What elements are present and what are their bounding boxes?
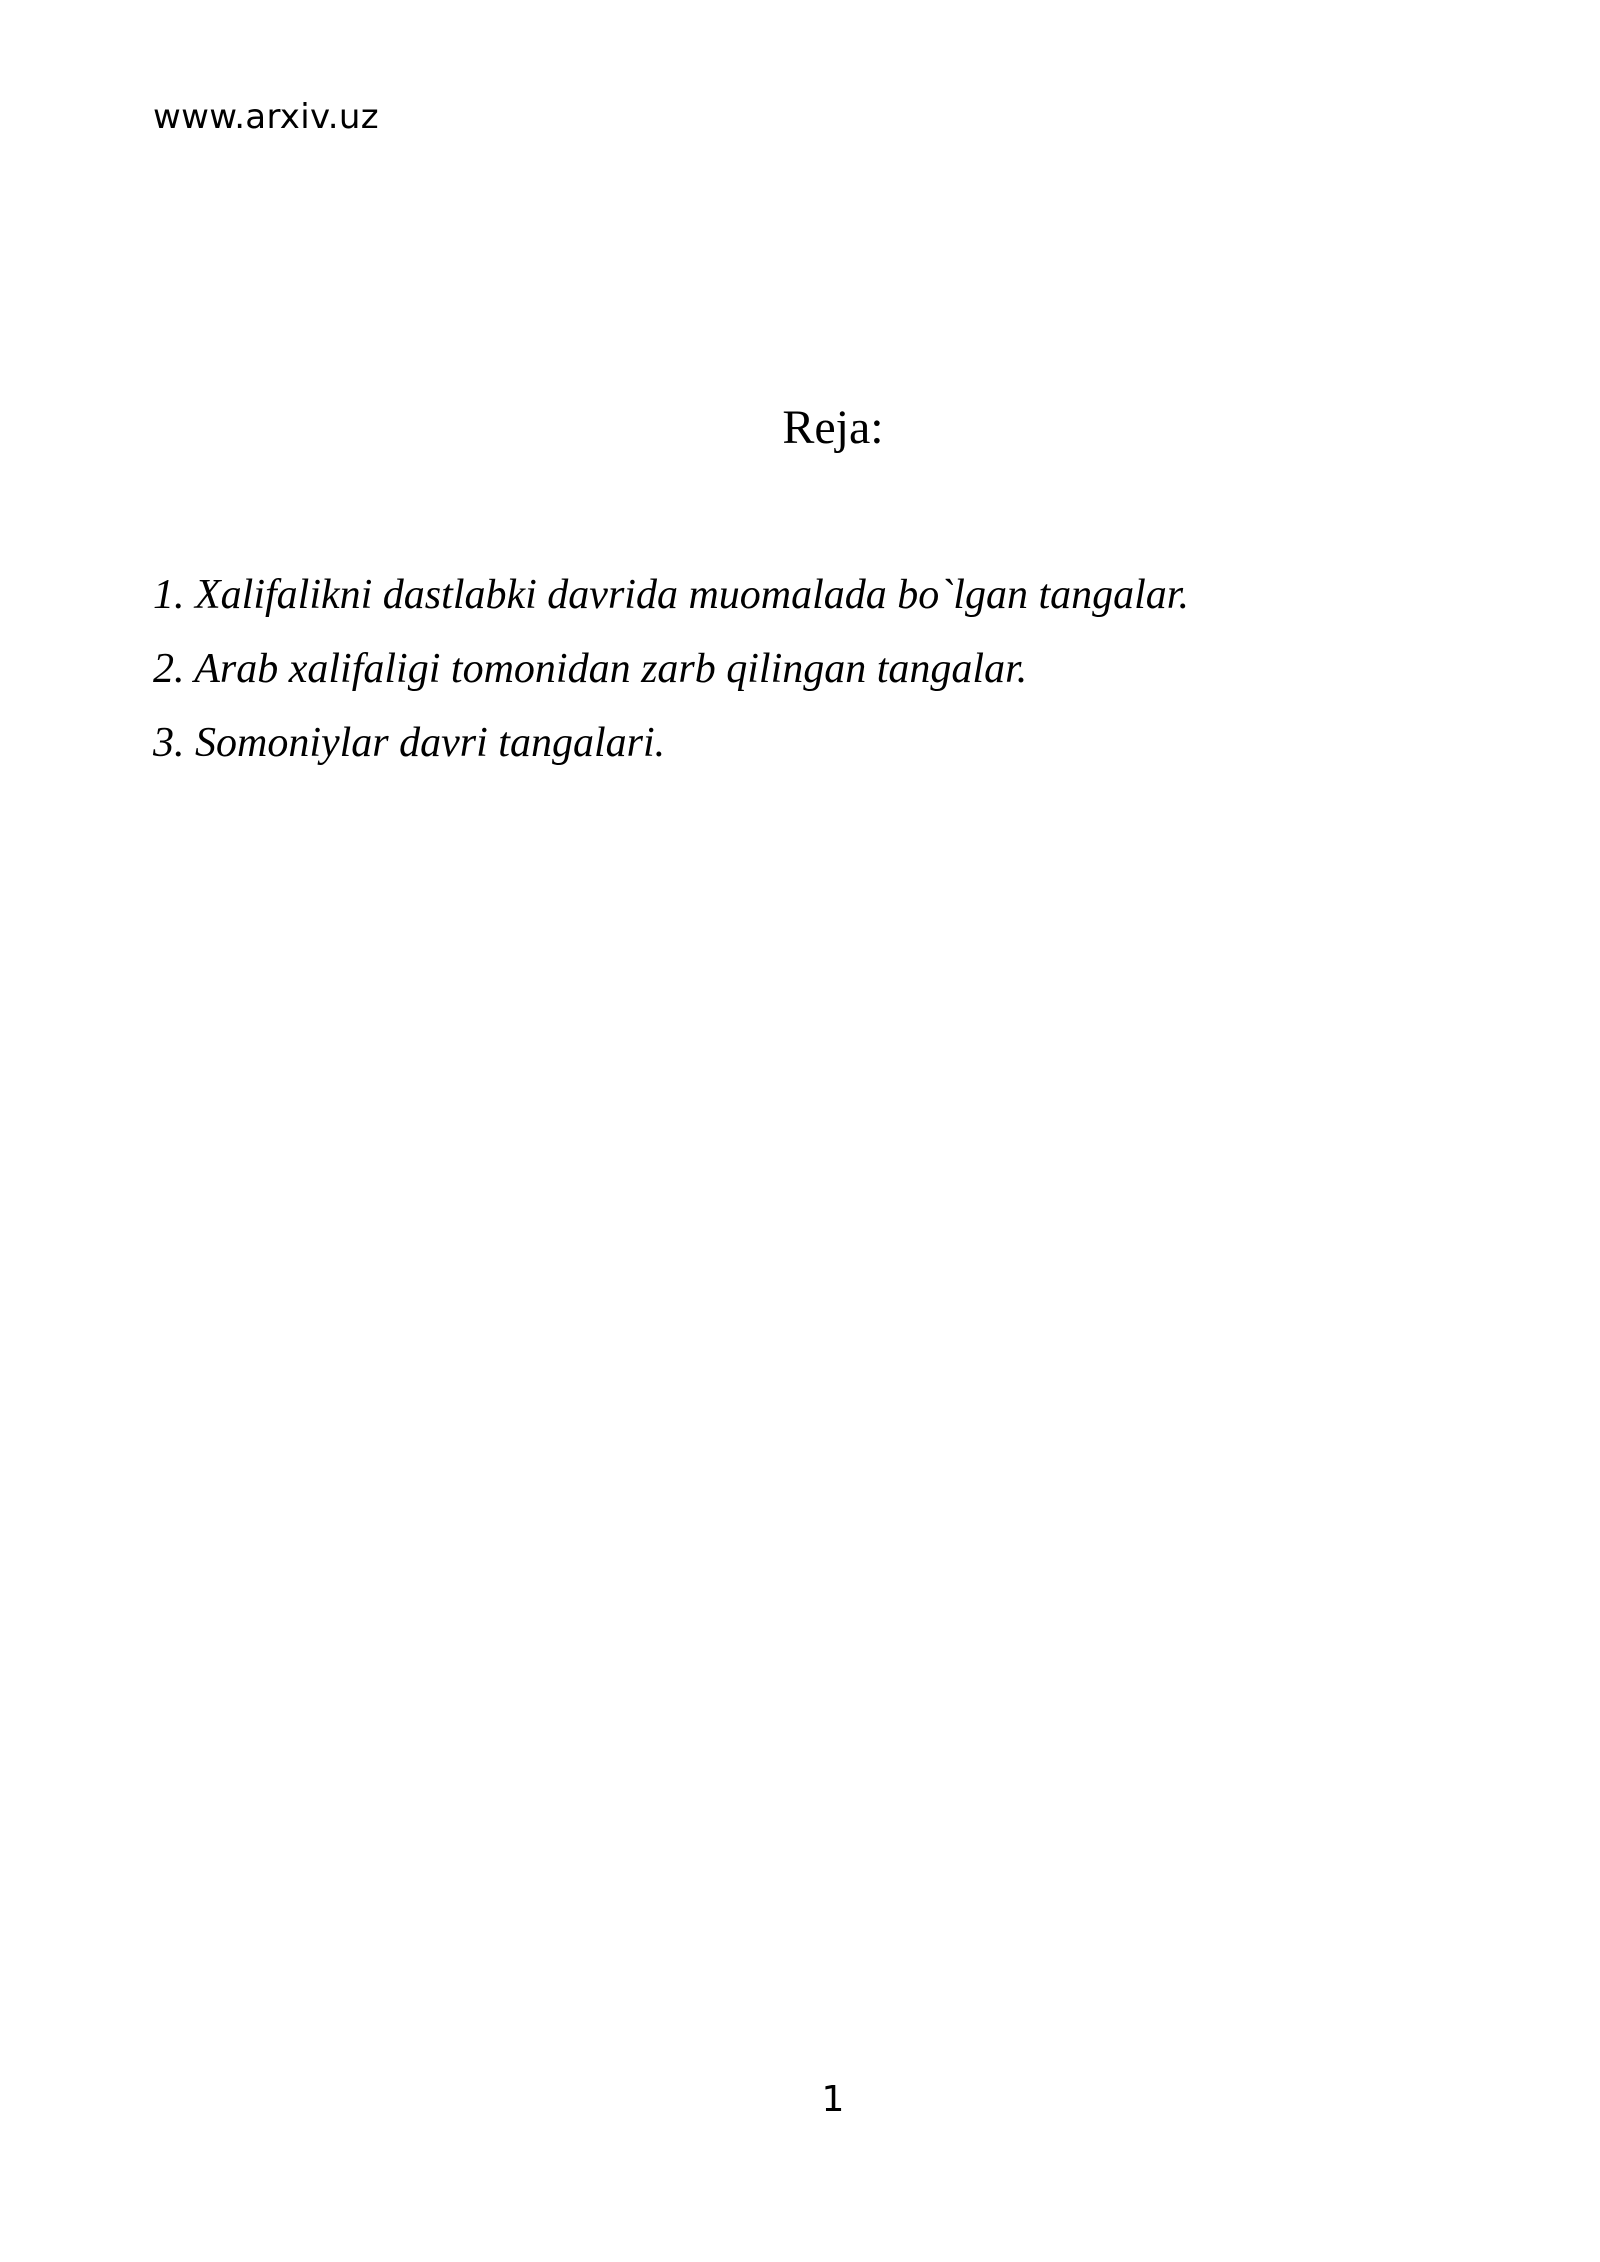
site-header: www.arxiv.uz — [153, 97, 379, 137]
plan-title: Reja: — [782, 401, 884, 454]
plan-item-1: 1. Xalifalikni dastlabki davrida muomalada bo`lgan tangalar. — [153, 572, 1189, 618]
page-number: 1 — [821, 2079, 845, 2120]
plan-item-2: 2. Arab xalifaligi tomonidan zarb qilingan tangalar. — [153, 646, 1028, 692]
plan-item-3: 3. Somoniylar davri tangalari. — [153, 720, 666, 766]
plan-list — [153, 558, 1189, 780]
